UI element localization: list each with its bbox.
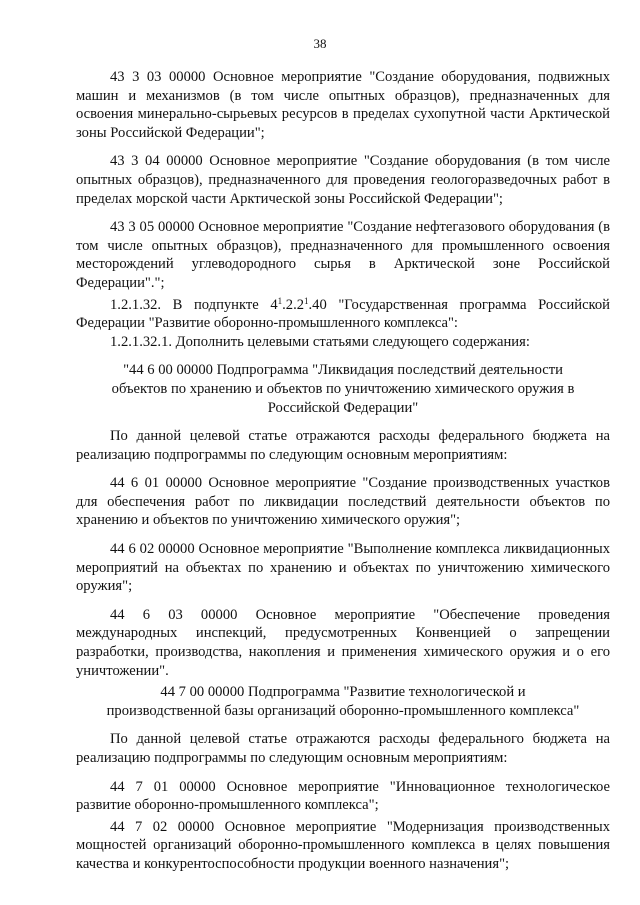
subprogram-44-7-heading-block	[76, 683, 610, 720]
subprogram-44-6-heading: "44 6 00 00000 Подпрограмма "Ликвидация последствий деятельности объектов по хранению и объектов по уничтожению химического оружия в Российской Федерации"	[111, 362, 575, 416]
page-number: 38	[313, 36, 327, 51]
item-1-2-1-32-1: 1.2.1.32.1. Дополнить целевыми статьями следующего содержания:	[110, 333, 530, 350]
description-44-7: По данной целевой статье отражаются расходы федерального бюджета на реализацию подпрограммы по следующим основным мероприятиям:	[76, 731, 610, 766]
paragraph-44-6-01: 44 6 01 00000 Основное мероприятие "Создание производственных участков для обеспечения работ по ликвидации последствий деятельности объектов по хранению и объектов по уничтожению химического оружия";	[76, 475, 610, 529]
paragraph-44-6-02: 44 6 02 00000 Основное мероприятие "Выполнение комплекса ликвидационных мероприятий на объектах по хранению и объектах по уничтожению химического оружия";	[76, 541, 610, 595]
item-1-2-1-32: 1.2.1.32. В подпункте $4^1.2.2^1.40$ "Государственная программа Российской Федерации "Развитие оборонно-промышленного комплекса":	[76, 295, 610, 332]
paragraph-44-6-03: 44 6 03 00000 Основное мероприятие "Обеспечение проведения международных инспекций, предусмотренных Конвенцией о запрещении разработки, производства, накопления и применения химического оружия и о его уничтожении".	[76, 606, 610, 679]
paragraph-43-3-05: 43 3 05 00000 Основное мероприятие "Создание нефтегазового оборудования (в том числе опытных образцов), предназначенного для промышленного освоения месторождений углеводородного сырья в Арктической зоне Российской Федерации".";	[76, 219, 610, 291]
subprogram-44-7-heading: 44 7 00 00000 Подпрограмма "Развитие технологической и производственной базы организаций оборонно-промышленного комплекса"	[106, 684, 580, 719]
paragraph-43-3-04: 43 3 04 00000 Основное мероприятие "Создание оборудования (в том числе опытных образцов), предназначенного для проведения геологоразведочных работ в пределах морской части Арктической зоны Российской Федерации";	[76, 153, 610, 207]
document-body	[76, 68, 610, 874]
paragraph-43-3-03: 43 3 03 00000 Основное мероприятие "Создание оборудования, подвижных машин и механизмов (в том числе опытных образцов), предназначенных для освоения минерально-сырьевых ресурсов в пределах сухопутной части Арктической зоны Российской Федерации";	[76, 69, 610, 141]
subprogram-44-6-heading-block	[76, 361, 610, 417]
paragraph-44-7-01: 44 7 01 00000 Основное мероприятие "Инновационное технологическое развитие оборонно-промышленного комплекса";	[76, 778, 610, 814]
description-44-6: По данной целевой статье отражаются расходы федерального бюджета на реализацию подпрограммы по следующим основным мероприятиям:	[76, 428, 610, 463]
paragraph-44-7-02: 44 7 02 00000 Основное мероприятие "Модернизация производственных мощностей организаций оборонно-промышленного комплекса в целях повышения качества и конкурентоспособности продукции военного назначения";	[76, 818, 610, 872]
